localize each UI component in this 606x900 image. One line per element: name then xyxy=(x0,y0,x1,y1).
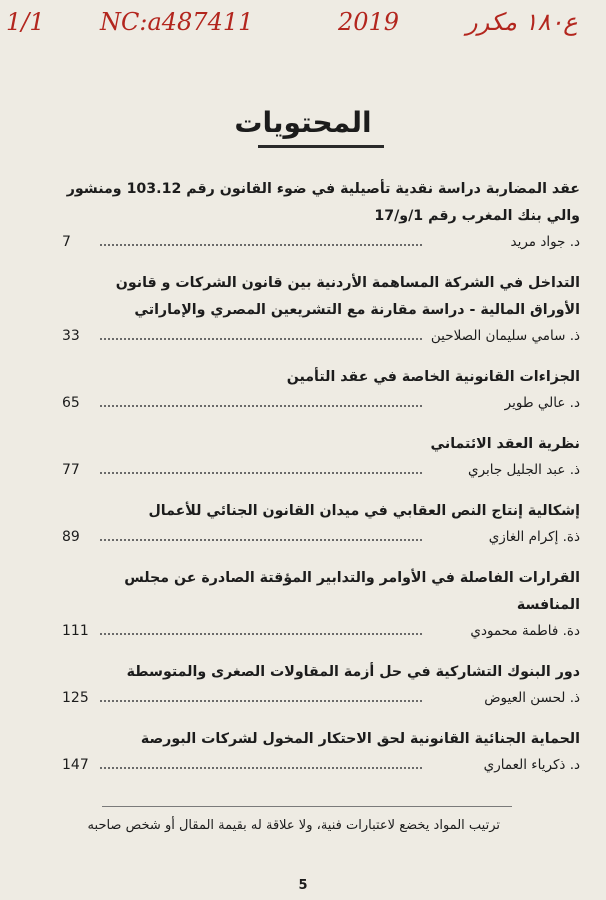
toc-entry-page-number: 7 xyxy=(62,234,71,250)
page-title: المحتويات xyxy=(234,106,372,139)
dot-leader xyxy=(100,767,422,769)
toc-entry-page-number: 125 xyxy=(62,690,89,706)
handwritten-catalog-number: NC:a487411 xyxy=(100,8,254,36)
toc-entry-title: دور البنوك التشاركية في حل أزمة المقاولات الصغرى والمتوسطة xyxy=(126,664,580,680)
toc-entry-author: دة. فاطمة محمودي xyxy=(470,623,580,639)
title-underline xyxy=(258,145,384,148)
toc-entry-author: ذ. عبد الجليل جابري xyxy=(468,462,580,478)
toc-entry xyxy=(62,659,580,712)
toc-entry xyxy=(62,726,580,779)
toc-entry xyxy=(62,270,580,350)
toc-entry-title: التداخل في الشركة المساهمة الأردنية بين قانون الشركات و قانون الأوراق المالية - دراسة مقارنة مع التشريعين المصري والإماراتي xyxy=(115,275,580,318)
table-of-contents xyxy=(62,176,580,793)
handwritten-year: 2019 xyxy=(338,8,400,36)
toc-entry-page-number: 147 xyxy=(62,757,89,773)
toc-entry xyxy=(62,565,580,645)
toc-entry-title: الجزاءات القانونية الخاصة في عقد التأمين xyxy=(286,369,580,385)
toc-entry xyxy=(62,364,580,417)
toc-entry-author: ذ. لحسن العيوض xyxy=(484,690,580,706)
toc-entry-author-row xyxy=(62,623,580,645)
toc-entry-author: ذ. سامي سليمان الصلاحين xyxy=(430,328,580,344)
dot-leader xyxy=(100,700,422,702)
footer-note: ترتيب المواد يخضع لاعتبارات فنية، ولا علاقة له بقيمة المقال أو شخص صاحبه xyxy=(87,818,500,833)
toc-entry xyxy=(62,176,580,256)
toc-entry-title: القرارات الفاصلة في الأوامر والتدابير المؤقتة الصادرة عن مجلس المنافسة xyxy=(124,570,580,613)
dot-leader xyxy=(100,405,422,407)
toc-entry xyxy=(62,431,580,484)
handwritten-issue-number: ع١٨٠ مكرر xyxy=(466,8,578,36)
toc-entry-author-row xyxy=(62,234,580,256)
toc-entry-author: د. جواد مريد xyxy=(510,234,580,250)
toc-entry-title: عقد المضاربة دراسة نقدية تأصيلية في ضوء القانون رقم 103.12 ومنشور والي بنك المغرب رقم 1/و/17 xyxy=(66,181,580,224)
toc-entry-page-number: 33 xyxy=(62,328,80,344)
toc-entry-page-number: 65 xyxy=(62,395,80,411)
toc-entry-page-number: 77 xyxy=(62,462,80,478)
toc-entry-title: نظرية العقد الائتماني xyxy=(430,436,580,452)
toc-entry-title: الحماية الجنائية القانونية لحق الاحتكار المخول لشركات البورصة xyxy=(140,731,580,747)
toc-entry-page-number: 111 xyxy=(62,623,89,639)
toc-entry-page-number: 89 xyxy=(62,529,80,545)
toc-entry-author: د. ذكرياء العماري xyxy=(483,757,580,773)
handwritten-annotations xyxy=(0,2,606,48)
dot-leader xyxy=(100,633,422,635)
toc-entry-author-row xyxy=(62,395,580,417)
toc-entry-author-row xyxy=(62,462,580,484)
dot-leader xyxy=(100,539,422,541)
toc-entry-author: د. عالي طوير xyxy=(504,395,580,411)
toc-entry-author-row xyxy=(62,690,580,712)
handwritten-folio: 1/1 xyxy=(6,8,45,36)
page-number: 5 xyxy=(298,878,308,893)
toc-entry-author-row xyxy=(62,529,580,551)
toc-entry-author: ذة. إكرام الغازي xyxy=(488,529,580,545)
footer-divider xyxy=(102,806,512,807)
dot-leader xyxy=(100,472,422,474)
toc-entry-author-row xyxy=(62,757,580,779)
toc-entry xyxy=(62,498,580,551)
toc-entry-author-row xyxy=(62,328,580,350)
dot-leader xyxy=(100,338,422,340)
toc-entry-title: إشكالية إنتاج النص العقابي في ميدان القانون الجنائي للأعمال xyxy=(148,503,580,519)
dot-leader xyxy=(100,244,422,246)
